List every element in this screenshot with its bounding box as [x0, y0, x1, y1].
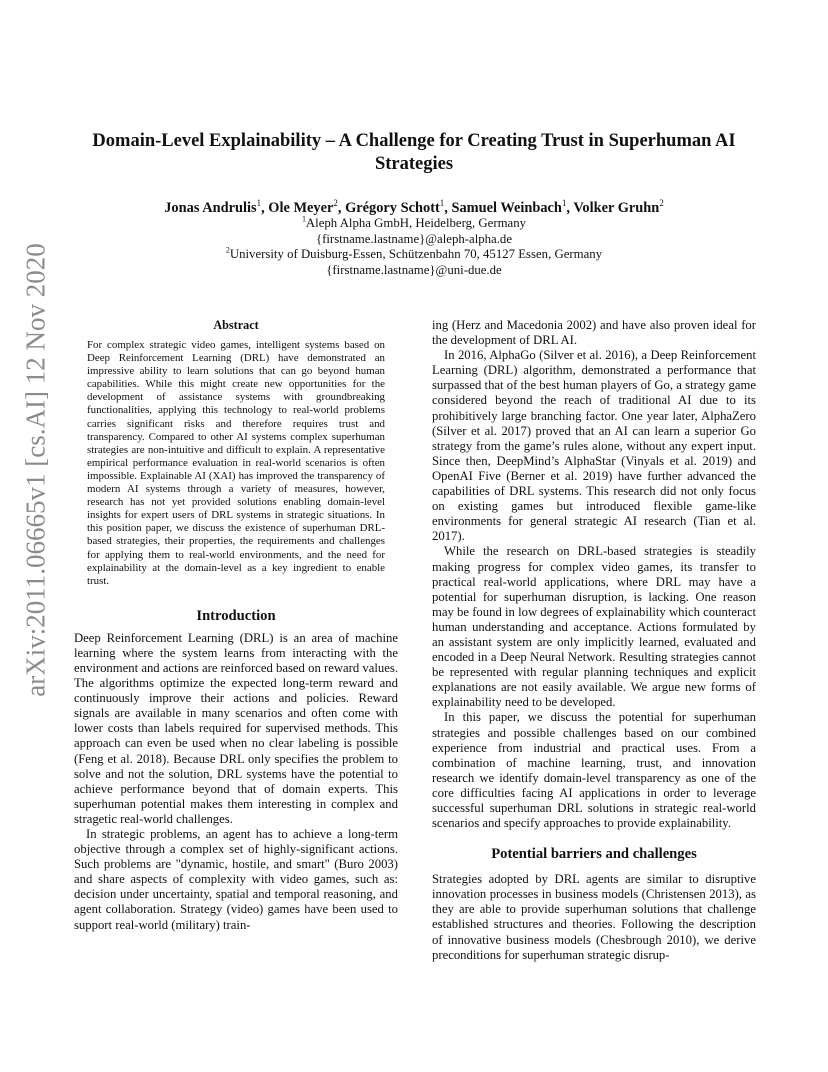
affiliation-email: {firstname.lastname}@uni-due.de [326, 262, 502, 277]
author: Samuel Weinbach$^1$, [451, 198, 574, 216]
section-heading-introduction: Introduction [196, 607, 276, 624]
author: Jonas Andrulis$^1$, [164, 198, 269, 216]
paragraph: In 2016, AlphaGo (Silver et al. 2016), a Deep Reinforcement Learning (DRL) algorithm, demonstrated a performance that surpassed that of the best human players of Go, a strategy game considered beyond the reach of traditional AI due to its prohibitively large branching factor. One year later, AlphaZero (Silver et al. 2017) proved that an AI can learn a superior Go strategy from the game’s rules alone, without any expert input. Since then, DeepMind’s AlphaStar (Vinyals et al. 2019) and OpenAI Five (Berner et al. 2019) have further advanced the capabilities of DRL systems. This research did not only focus on existing games but introduced flexible game-like environments for general strategic AI research (Tian et al. 2017). [432, 348, 756, 544]
arxiv-stamp-text: arXiv:2011.06665v1 [cs.AI] 12 Nov 2020 [20, 243, 51, 697]
arxiv-stamp [18, 243, 54, 697]
affiliation-line: $^1$Aleph Alpha GmbH, Heidelberg, Germany [301, 214, 527, 230]
paragraph: Deep Reinforcement Learning (DRL) is an area of machine learning where the system learns from interacting with the environment and actions are reinforced based on reward values. The algorithms optimize the expected long-term reward and continuously improve their actions and policies. Reward signals are available in many scenarios and often come with lower costs than labels required for supervised methods. This approach can even be used when no clear labeling is possible (Feng et al. 2018). Because DRL only specifies the problem to solve and not the solution, DRL systems have the potential to achieve performance beyond that of domain experts. This superhuman potential makes them interesting in complex and stragetic real-world challenges. [74, 630, 398, 826]
paragraph: In strategic problems, an agent has to achieve a long-term objective through a complex set of highly-significant actions. Such problems are "dynamic, hostile, and smart" (Buro 2003) and share aspects of complexity with video games, such as: decision under uncertainty, spatial and temporal reasoning, and agent collaboration. Strategy (video) games have been used to support real-world (military) train- [74, 827, 398, 932]
paper-title: Domain-Level Explainability – A Challenge for Creating Trust in Superhuman AI Strategies [92, 131, 736, 174]
paragraph: Strategies adopted by DRL agents are similar to disruptive innovation processes in business models (Christensen 2013), as they are able to provide superhuman solutions that challenge established structures and theories. Following the description of innovative business models (Chesbrough 2010), we derive preconditions for superhuman strategic disrup- [432, 872, 756, 962]
affiliations [60, 216, 768, 278]
paragraph: In this paper, we discuss the potential for superhuman strategies and possible challenges based on our combined experience from industrial and practical uses. From a combination of machine learning, trust, and innovation research we identify domain-level transparency as one of the core difficulties facing AI applications in order to leverage successful superhuman DRL solutions in strategic real-world scenarios and specify approaches to provide explainability. [432, 710, 756, 831]
abstract-heading: Abstract [213, 318, 259, 332]
author: Grégory Schott$^1$, [345, 198, 452, 216]
left-column [74, 318, 398, 933]
paragraph: While the research on DRL-based strategies is steadily making progress for complex video games, its transfer to practical real-world applications, where DRL may have a potential for superhuman disruption, is lacking. One reason may be found in low degrees of explainability which counteract human understanding and acceptance. Actions formulated by an assistant system are only implicitly learned, evaluated and encoded in a Deep Neural Network. Resulting strategies cannot be represented with regular planning techniques and explicit explanations are not easily available. We argue new forms of explainability need to be developed. [432, 544, 756, 710]
affiliation-line: $^2$University of Duisburg-Essen, Schützenbahn 70, 45127 Essen, Germany [225, 245, 603, 261]
abstract-text: For complex strategic video games, intelligent systems based on Deep Reinforcement Learning (DRL) have demonstrated an impressive ability to learn solutions that can go beyond human capabilities. While this might create new opportunities for the development of assistance systems with groundbreaking functionalities, applying this technology to real-world problems carries significant risks and therefore requires trust and transparency. Compared to other AI systems complex superhuman strategies are non-intuitive and difficult to explain. A representative empirical performance evaluation in real-world scenarios is often impossible. Explainable AI (XAI) has improved the transparency of modern AI systems through a variety of measures, however, research has not yet provided solutions enabling domain-level insights for expert users of DRL systems in strategic situations. In this position paper, we discuss the existence of superhuman DRL-based strategies, their properties, the requirements and challenges for applying them to real-world environments, and the need for explainability at the domain-level as a key ingredient to enable trust. [87, 339, 385, 587]
section-heading-barriers: Potential barriers and challenges [491, 846, 697, 863]
right-column [432, 318, 756, 963]
author: Ole Meyer$^2$, [268, 198, 346, 216]
author: Volker Gruhn$^2$ [573, 198, 664, 216]
paragraph-continuation: ing (Herz and Macedonia 2002) and have also proven ideal for the development of DRL AI. [432, 318, 756, 348]
affiliation-email: {firstname.lastname}@aleph-alpha.de [315, 231, 513, 246]
author-list [60, 199, 768, 217]
